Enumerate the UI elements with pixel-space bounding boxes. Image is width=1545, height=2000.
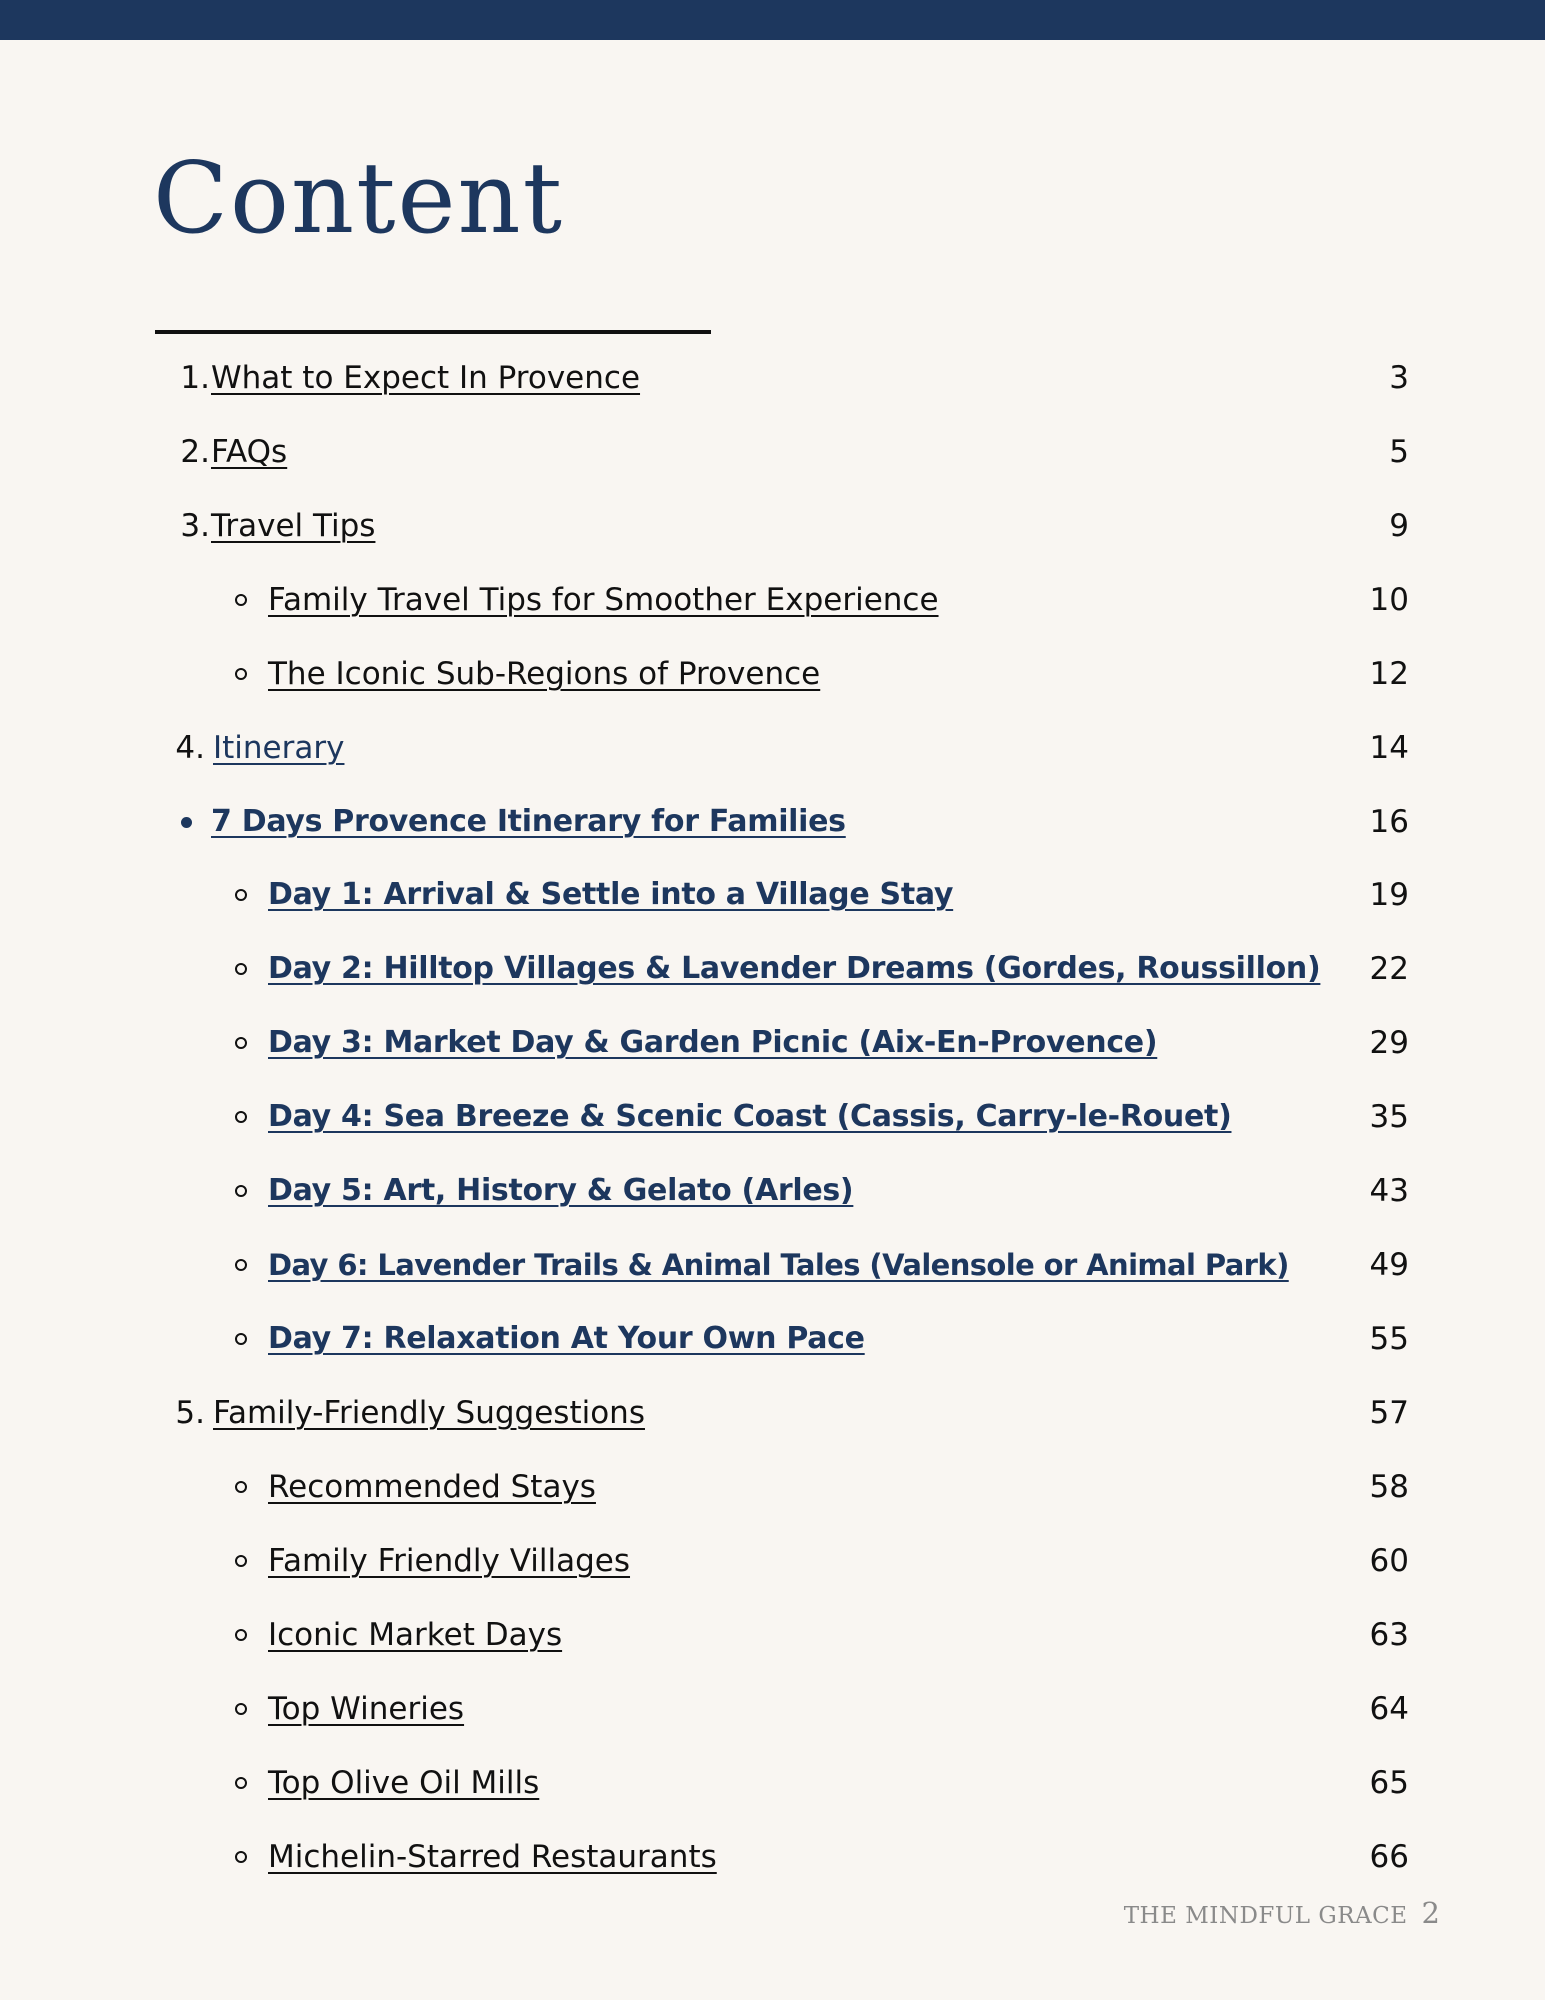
toc-link-day-4[interactable]: Day 4: Sea Breeze & Scenic Coast (Cassis, Carry-le-Rouet) <box>268 1099 1232 1134</box>
toc-page-number: 14 <box>1369 730 1409 766</box>
toc-page-number: 9 <box>1389 508 1409 544</box>
toc-entry-day-3[interactable] <box>0 1018 1545 1068</box>
toc-link-what-to-expect[interactable]: What to Expect In Provence <box>211 360 641 396</box>
footer-page-number: 2 <box>1421 1896 1440 1930</box>
toc-link-day-1[interactable]: Day 1: Arrival & Settle into a Village Stay <box>268 877 954 912</box>
toc-entry-day-2[interactable] <box>0 944 1545 994</box>
toc-page-number: 66 <box>1369 1839 1409 1875</box>
toc-entry-top-olive-oil-mills[interactable] <box>0 1758 1545 1808</box>
toc-number: 4. <box>175 730 205 766</box>
toc-link-family-friendly-suggestions[interactable]: Family-Friendly Suggestions <box>213 1395 645 1431</box>
hollow-bullet-icon <box>235 1333 247 1345</box>
toc-page-number: 57 <box>1369 1395 1409 1431</box>
toc-entry-travel-tips[interactable] <box>0 501 1545 551</box>
footer-brand: THE MINDFUL GRACE <box>1123 1903 1408 1929</box>
toc-link-day-7[interactable]: Day 7: Relaxation At Your Own Pace <box>268 1321 865 1356</box>
toc-entry-iconic-market-days[interactable] <box>0 1610 1545 1660</box>
toc-link-day-3[interactable]: Day 3: Market Day & Garden Picnic (Aix-En-Provence) <box>268 1025 1158 1060</box>
toc-page-number: 58 <box>1369 1469 1409 1505</box>
toc-page-number: 29 <box>1369 1025 1409 1061</box>
hollow-bullet-icon <box>235 1111 247 1123</box>
toc-entry-recommended-stays[interactable] <box>0 1462 1545 1512</box>
toc-page-number: 5 <box>1389 434 1409 470</box>
toc-page-number: 43 <box>1369 1173 1409 1209</box>
toc-link-recommended-stays[interactable]: Recommended Stays <box>268 1469 596 1505</box>
hollow-bullet-icon <box>235 1481 247 1493</box>
toc-entry-day-5[interactable] <box>0 1166 1545 1216</box>
hollow-bullet-icon <box>235 1259 247 1271</box>
title-divider <box>155 330 711 334</box>
toc-number: 2. <box>180 434 210 470</box>
toc-link-sub-regions[interactable]: The Iconic Sub-Regions of Provence <box>268 656 821 692</box>
toc-page-number: 60 <box>1369 1543 1409 1579</box>
toc-entry-day-7[interactable] <box>0 1314 1545 1364</box>
toc-page-number: 12 <box>1369 656 1409 692</box>
toc-page-number: 3 <box>1389 360 1409 396</box>
toc-entry-faqs[interactable] <box>0 427 1545 477</box>
toc-entry-day-4[interactable] <box>0 1092 1545 1142</box>
toc-page-number: 10 <box>1369 582 1409 618</box>
toc-link-faqs[interactable]: FAQs <box>211 434 288 470</box>
toc-link-family-travel-tips[interactable]: Family Travel Tips for Smoother Experience <box>268 582 939 618</box>
toc-number: 5. <box>175 1395 205 1431</box>
page-footer <box>1124 1896 1440 1930</box>
toc-entry-family-friendly-villages[interactable] <box>0 1536 1545 1586</box>
hollow-bullet-icon <box>235 1851 247 1863</box>
toc-entry-7-days-itinerary[interactable] <box>0 797 1545 847</box>
hollow-bullet-icon <box>235 1777 247 1789</box>
toc-link-itinerary[interactable]: Itinerary <box>213 730 345 766</box>
toc-number: 3. <box>180 508 210 544</box>
toc-page-number: 63 <box>1369 1617 1409 1653</box>
toc-page-number: 16 <box>1369 804 1409 840</box>
page-title: Content <box>153 142 564 256</box>
toc-page-number: 64 <box>1369 1691 1409 1727</box>
toc-entry-sub-regions[interactable] <box>0 649 1545 699</box>
toc-link-travel-tips[interactable]: Travel Tips <box>211 508 376 544</box>
toc-page-number: 55 <box>1369 1321 1409 1357</box>
hollow-bullet-icon <box>235 1185 247 1197</box>
toc-entry-michelin-restaurants[interactable] <box>0 1832 1545 1882</box>
hollow-bullet-icon <box>235 963 247 975</box>
toc-entry-day-6[interactable] <box>0 1240 1545 1290</box>
filled-bullet-icon <box>181 817 192 828</box>
toc-link-day-2[interactable]: Day 2: Hilltop Villages & Lavender Dreams (Gordes, Roussillon) <box>268 951 1321 986</box>
toc-entry-itinerary[interactable] <box>0 723 1545 773</box>
toc-page-number: 19 <box>1369 877 1409 913</box>
toc-entry-what-to-expect[interactable] <box>0 353 1545 403</box>
toc-link-day-6[interactable]: Day 6: Lavender Trails & Animal Tales (Valensole or Animal Park) <box>268 1248 1289 1282</box>
toc-number: 1. <box>180 360 210 396</box>
hollow-bullet-icon <box>235 1555 247 1567</box>
toc-link-top-wineries[interactable]: Top Wineries <box>268 1691 465 1727</box>
toc-page-number: 22 <box>1369 951 1409 987</box>
toc-page-number: 35 <box>1369 1099 1409 1135</box>
toc-entry-top-wineries[interactable] <box>0 1684 1545 1734</box>
hollow-bullet-icon <box>235 1037 247 1049</box>
toc-link-family-friendly-villages[interactable]: Family Friendly Villages <box>268 1543 631 1579</box>
hollow-bullet-icon <box>235 594 247 606</box>
toc-link-day-5[interactable]: Day 5: Art, History & Gelato (Arles) <box>268 1173 854 1208</box>
toc-link-iconic-market-days[interactable]: Iconic Market Days <box>268 1617 563 1653</box>
top-bar <box>0 0 1545 40</box>
toc-link-michelin-restaurants[interactable]: Michelin-Starred Restaurants <box>268 1839 717 1875</box>
toc-entry-day-1[interactable] <box>0 870 1545 920</box>
toc-link-7-days-itinerary[interactable]: 7 Days Provence Itinerary for Families <box>211 804 846 839</box>
toc-entry-family-travel-tips[interactable] <box>0 575 1545 625</box>
toc-link-top-olive-oil-mills[interactable]: Top Olive Oil Mills <box>268 1765 540 1801</box>
toc-page-number: 49 <box>1369 1247 1409 1283</box>
hollow-bullet-icon <box>235 889 247 901</box>
hollow-bullet-icon <box>235 668 247 680</box>
hollow-bullet-icon <box>235 1629 247 1641</box>
hollow-bullet-icon <box>235 1703 247 1715</box>
toc-page-number: 65 <box>1369 1765 1409 1801</box>
toc-entry-family-friendly-suggestions[interactable] <box>0 1388 1545 1438</box>
